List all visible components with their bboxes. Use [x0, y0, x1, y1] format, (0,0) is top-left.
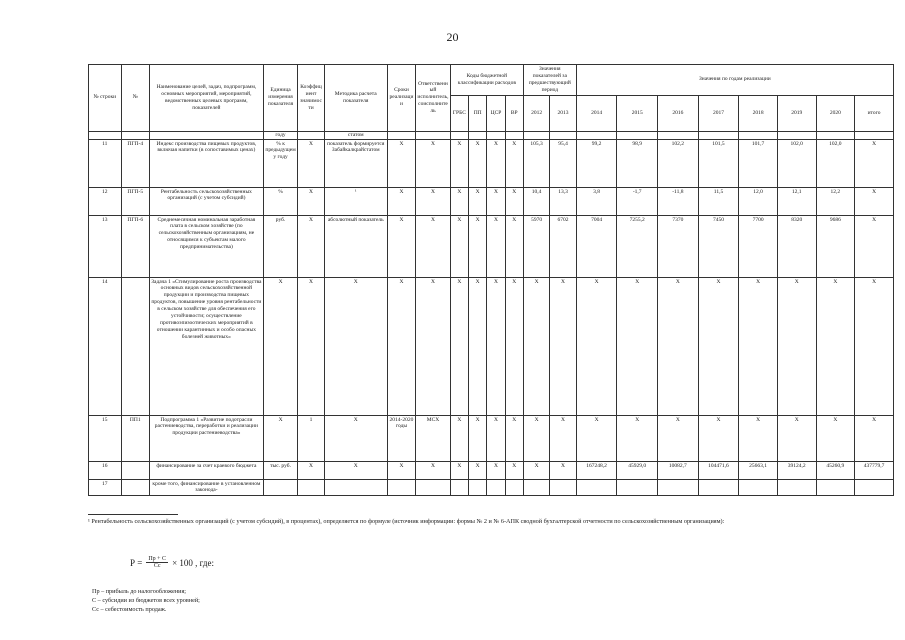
plan-value-cell: 102,2 — [658, 139, 699, 187]
row-number: 12 — [89, 187, 122, 215]
method-cell — [324, 479, 387, 496]
plan-value-cell: X — [698, 415, 739, 461]
base-value-cell: X — [550, 461, 576, 479]
code-cell: X — [469, 139, 487, 187]
code-cell: X — [487, 215, 505, 277]
carry-over-row — [89, 131, 894, 139]
plan-value-cell: X — [855, 415, 894, 461]
header-name: Наименование целей, задач, подпрограмм, основных мероприятий, мероприятий, ведомственных целевых программ, показателей — [149, 65, 263, 132]
plan-value-cell: 45260,9 — [816, 461, 855, 479]
indicator-name: Индекс производства пищевых продуктов, включая напитки (в сопоставимых ценах) — [149, 139, 263, 187]
responsible-cell: X — [416, 139, 451, 187]
header-plan-year: 2016 — [658, 95, 699, 131]
plan-value-cell: 7700 — [739, 215, 778, 277]
code-cell: X — [505, 461, 523, 479]
base-value-cell — [523, 479, 549, 496]
base-value-cell: 13,3 — [550, 187, 576, 215]
header-plan-year: 2017 — [698, 95, 739, 131]
coef-cell: X — [298, 139, 324, 187]
plan-value-cell: 12,1 — [777, 187, 816, 215]
header-code-col: ЦСР — [487, 95, 505, 131]
table-row — [89, 415, 894, 461]
plan-value-cell: X — [739, 415, 778, 461]
coef-cell: 1 — [298, 415, 324, 461]
plan-value-cell: X — [576, 277, 617, 415]
formula-lhs: Р = — [130, 557, 143, 568]
plan-value-cell: X — [658, 415, 699, 461]
indicator-code: ПП1 — [121, 415, 149, 461]
header-method: Методика расчета показателя — [324, 65, 387, 132]
plan-value-cell: 9686 — [816, 215, 855, 277]
code-cell — [469, 479, 487, 496]
plan-value-cell: X — [576, 415, 617, 461]
unit-cell — [263, 479, 298, 496]
formula-numerator: Пр + С — [148, 556, 167, 562]
formula-fraction — [146, 556, 168, 569]
base-value-cell: 6702 — [550, 215, 576, 277]
responsible-cell — [416, 479, 451, 496]
plan-value-cell: 25663,1 — [739, 461, 778, 479]
base-value-cell: 10,4 — [523, 187, 549, 215]
unit-cell: % к предыдущему году — [263, 139, 298, 187]
row-number: 14 — [89, 277, 122, 415]
plan-value-cell: 104471,6 — [698, 461, 739, 479]
plan-value-cell: X — [816, 415, 855, 461]
formula — [130, 556, 214, 569]
indicator-code: ПГП-4 — [121, 139, 149, 187]
method-cell: X — [324, 461, 387, 479]
terms-cell — [387, 479, 415, 496]
indicator-code — [121, 461, 149, 479]
plan-value-cell: 7004 — [576, 215, 617, 277]
plan-value-cell: -1,7 — [617, 187, 658, 215]
plan-value-cell: 12,0 — [739, 187, 778, 215]
code-cell: X — [487, 461, 505, 479]
plan-value-cell — [739, 479, 778, 496]
plan-value-cell: X — [855, 139, 894, 187]
header-code-col: ГРБС — [450, 95, 468, 131]
code-cell — [450, 479, 468, 496]
row-number: 16 — [89, 461, 122, 479]
code-cell — [487, 479, 505, 496]
plan-value-cell: 102,0 — [777, 139, 816, 187]
responsible-cell: X — [416, 277, 451, 415]
plan-value-cell: X — [816, 277, 855, 415]
responsible-cell: X — [416, 187, 451, 215]
base-value-cell: X — [550, 277, 576, 415]
header-code-col: ПП — [469, 95, 487, 131]
unit-cell: X — [263, 415, 298, 461]
header-plan: Значения по годам реализации — [576, 65, 893, 96]
coef-cell: X — [298, 215, 324, 277]
legend-line: Сс – себестоимость продаж. — [92, 605, 167, 613]
indicator-name: Задача 1 «Стимулирование роста производства основных видов сельскохозяйственной продукции и производства пищевых продуктов, повышение уровня рентабельности в сельском хозяйстве для обеспечения его устойчивости; осуществление противоэпизоотических мероприятий в отношении карантинных и особо опасных болезней животных» — [149, 277, 263, 415]
formula-rhs: × 100 , где: — [172, 557, 214, 568]
plan-value-cell: 167248,2 — [576, 461, 617, 479]
unit-cell: руб. — [263, 215, 298, 277]
code-cell: X — [469, 415, 487, 461]
indicators-table — [88, 64, 894, 496]
plan-value-cell: 101,5 — [698, 139, 739, 187]
plan-value-cell: X — [698, 277, 739, 415]
code-cell: X — [487, 139, 505, 187]
method-cell: ¹ — [324, 187, 387, 215]
code-cell: X — [505, 215, 523, 277]
plan-value-cell: 101,7 — [739, 139, 778, 187]
plan-value-cell: 99,2 — [576, 139, 617, 187]
base-value-cell: 5970 — [523, 215, 549, 277]
plan-value-cell: 7450 — [698, 215, 739, 277]
terms-cell: X — [387, 461, 415, 479]
table-row — [89, 461, 894, 479]
plan-value-cell — [855, 479, 894, 496]
code-cell: X — [450, 215, 468, 277]
carry-cell: статом — [324, 131, 387, 139]
plan-value-cell: -11,8 — [658, 187, 699, 215]
coef-cell: X — [298, 277, 324, 415]
code-cell: X — [469, 215, 487, 277]
table-row — [89, 139, 894, 187]
unit-cell: X — [263, 277, 298, 415]
code-cell: X — [469, 277, 487, 415]
terms-cell: X — [387, 277, 415, 415]
formula-denominator: Сс — [153, 563, 161, 569]
code-cell: X — [505, 139, 523, 187]
code-cell — [505, 479, 523, 496]
plan-value-cell — [658, 479, 699, 496]
plan-value-cell: X — [617, 415, 658, 461]
plan-value-cell — [816, 479, 855, 496]
header-codes: Коды бюджетной классификации расходов — [450, 65, 523, 96]
header-base: Значения показателей за предшествующий период — [523, 65, 576, 96]
header-plan-year: итого — [855, 95, 894, 131]
plan-value-cell — [698, 479, 739, 496]
terms-cell: X — [387, 187, 415, 215]
responsible-cell: X — [416, 461, 451, 479]
plan-value-cell: 39124,2 — [777, 461, 816, 479]
base-value-cell: X — [523, 277, 549, 415]
table-row — [89, 215, 894, 277]
plan-value-cell: 437779,7 — [855, 461, 894, 479]
header-unit: Единица измерения показателя — [263, 65, 298, 132]
indicator-code — [121, 277, 149, 415]
code-cell: X — [450, 139, 468, 187]
code-cell: X — [505, 187, 523, 215]
indicator-code: ПГП-6 — [121, 215, 149, 277]
terms-cell: X — [387, 139, 415, 187]
code-cell: X — [450, 187, 468, 215]
indicator-name: финансирование за счет краевого бюджета — [149, 461, 263, 479]
row-number: 11 — [89, 139, 122, 187]
plan-value-cell: X — [777, 277, 816, 415]
coef-cell: X — [298, 187, 324, 215]
plan-value-cell: 11,5 — [698, 187, 739, 215]
row-number: 13 — [89, 215, 122, 277]
plan-value-cell: 8320 — [777, 215, 816, 277]
header-base-year: 2012 — [523, 95, 549, 131]
plan-value-cell: 3,8 — [576, 187, 617, 215]
header-coef: Коэффициент значимости — [298, 65, 324, 132]
carry-cell: году — [263, 131, 298, 139]
legend-line: С – субсидии из бюджетов всех уровней; — [92, 596, 200, 604]
code-cell: X — [450, 461, 468, 479]
footnote: ¹ Рентабельность сельскохозяйственных организаций (с учетом субсидий), в процентах), определяется по формуле (источник информации: формы № 2 и № 6-АПК сводной бухгалтерской отчетности по сельскохозяйственным организациям): — [88, 518, 725, 525]
responsible-cell: МСХ — [416, 415, 451, 461]
code-cell: X — [505, 415, 523, 461]
method-cell: абсолютный показатель — [324, 215, 387, 277]
code-cell: X — [505, 277, 523, 415]
plan-value-cell: 12,2 — [816, 187, 855, 215]
legend-line: Пр – прибыль до налогообложения; — [92, 588, 187, 595]
plan-value-cell: X — [617, 277, 658, 415]
header-plan-year: 2014 — [576, 95, 617, 131]
header-plan-year: 2020 — [816, 95, 855, 131]
code-cell: X — [487, 187, 505, 215]
header-plan-year: 2018 — [739, 95, 778, 131]
row-number: 17 — [89, 479, 122, 496]
method-cell: показатель формируется Забайкалкрайстатом — [324, 139, 387, 187]
table-row — [89, 187, 894, 215]
base-value-cell: X — [523, 415, 549, 461]
terms-cell: X — [387, 215, 415, 277]
header-no: № — [121, 65, 149, 132]
plan-value-cell: X — [777, 415, 816, 461]
header-code-col: ВР — [505, 95, 523, 131]
table-row — [89, 277, 894, 415]
code-cell: X — [487, 415, 505, 461]
coef-cell — [298, 479, 324, 496]
code-cell: X — [487, 277, 505, 415]
table-row — [89, 479, 894, 496]
base-value-cell — [550, 479, 576, 496]
terms-cell: 2014-2020 годы — [387, 415, 415, 461]
unit-cell: тыс. руб. — [263, 461, 298, 479]
plan-value-cell — [617, 479, 658, 496]
plan-value-cell: 98,9 — [617, 139, 658, 187]
responsible-cell: X — [416, 215, 451, 277]
base-value-cell: 105,3 — [523, 139, 549, 187]
formula-legend — [92, 588, 200, 615]
row-number: 15 — [89, 415, 122, 461]
page-number: 20 — [446, 30, 459, 44]
code-cell: X — [450, 277, 468, 415]
plan-value-cell: 7255,2 — [617, 215, 658, 277]
code-cell: X — [469, 187, 487, 215]
plan-value-cell — [576, 479, 617, 496]
plan-value-cell: 102,0 — [816, 139, 855, 187]
method-cell: X — [324, 277, 387, 415]
header-terms: Сроки реализации — [387, 65, 415, 132]
plan-value-cell: X — [739, 277, 778, 415]
header-row-no: № строки — [89, 65, 122, 132]
header-base-year: 2013 — [550, 95, 576, 131]
base-value-cell: X — [523, 461, 549, 479]
header-plan-year: 2015 — [617, 95, 658, 131]
indicator-code — [121, 479, 149, 496]
unit-cell: % — [263, 187, 298, 215]
method-cell: X — [324, 415, 387, 461]
plan-value-cell: X — [855, 187, 894, 215]
plan-value-cell: 45929,0 — [617, 461, 658, 479]
plan-value-cell: X — [658, 277, 699, 415]
plan-value-cell — [777, 479, 816, 496]
code-cell: X — [450, 415, 468, 461]
coef-cell: X — [298, 461, 324, 479]
indicator-code: ПГП-5 — [121, 187, 149, 215]
indicator-name: Среднемесячная номинальная заработная плата в сельском хозяйстве (по сельскохозяйственным организациям, не относящимся к субъектам малого предпринимательства) — [149, 215, 263, 277]
plan-value-cell: X — [855, 277, 894, 415]
indicator-name: Подпрограмма 1 «Развитие подотрасли растениеводства, переработки и реализации продукции растениеводства» — [149, 415, 263, 461]
base-value-cell: 95,4 — [550, 139, 576, 187]
header-plan-year: 2019 — [777, 95, 816, 131]
code-cell: X — [469, 461, 487, 479]
indicator-name: Рентабельность сельскохозяйственных организаций (с учетом субсидий) — [149, 187, 263, 215]
header-responsible: Ответственный исполнитель, соисполнитель — [416, 65, 451, 132]
footnote-separator — [88, 514, 178, 515]
plan-value-cell: X — [855, 215, 894, 277]
indicator-name: кроме того, финансирование в установленном законода- — [149, 479, 263, 496]
plan-value-cell: 10082,7 — [658, 461, 699, 479]
base-value-cell: X — [550, 415, 576, 461]
plan-value-cell: 7370 — [658, 215, 699, 277]
